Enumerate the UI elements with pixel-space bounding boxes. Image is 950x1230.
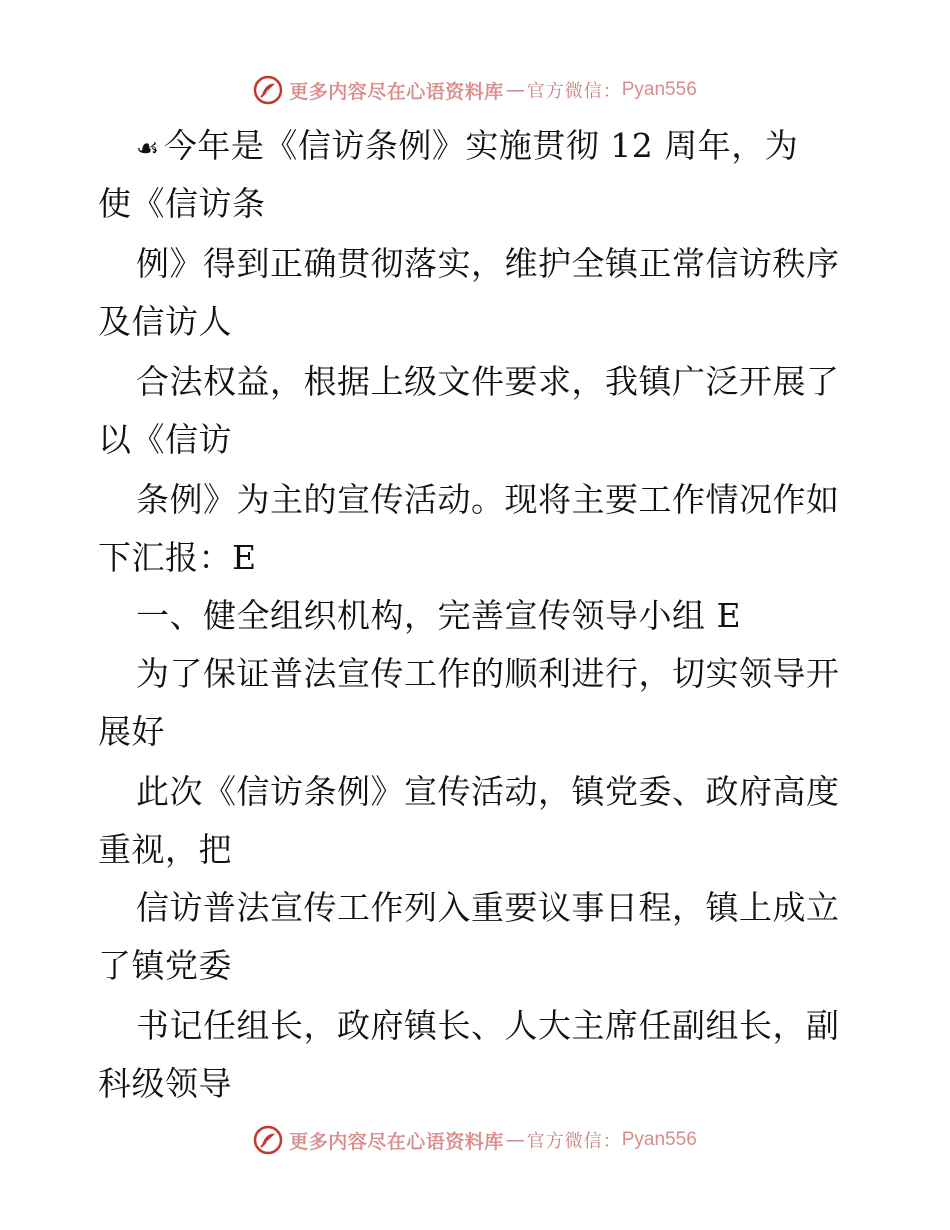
body-line: 使《信访条 [98,184,266,223]
header-banner [0,70,950,110]
body-line: 以《信访 [98,420,232,459]
section-heading: 一、健全组织机构，完善宣传领导小组 E [136,596,742,635]
logo-icon [253,75,283,105]
body-line: ☙ 今年是《信访条例》实施贯彻 12 周年，为 [136,126,798,166]
banner-separator: — [505,79,525,101]
body-line: 为了保证普法宣传工作的顺利进行，切实领导开 [136,654,840,693]
banner-main-text: 更多内容尽在心语资料库 [289,1130,504,1153]
body-line: 科级领导 [98,1064,232,1103]
banner-wechat-id: Pyan556 [621,1129,697,1150]
body-line: 展好 [98,712,165,751]
body-line: 条例》为主的宣传活动。现将主要工作情况作如 [136,480,840,519]
body-line: 此次《信访条例》宣传活动，镇党委、政府高度 [136,772,840,811]
body-line: 书记任组长，政府镇长、人大主席任副组长，副 [136,1006,840,1045]
banner-wechat-id: Pyan556 [621,79,697,100]
flourish-icon: ☙ [136,134,160,164]
body-line: 信访普法宣传工作列入重要议事日程，镇上成立 [136,888,840,927]
body-line: 例》得到正确贯彻落实，维护全镇正常信访秩序 [136,244,840,283]
logo-icon [253,1125,283,1155]
banner-wechat-label: 官方微信： [526,1131,622,1152]
body-line: 下汇报：E [98,538,257,577]
banner-separator: — [505,1129,525,1151]
banner-main-text: 更多内容尽在心语资料库 [289,80,504,103]
body-line: 及信访人 [98,302,232,341]
body-line: 合法权益，根据上级文件要求，我镇广泛开展了 [136,362,840,401]
body-line: 了镇党委 [98,946,232,985]
body-line: 重视，把 [98,830,232,869]
banner-wechat-label: 官方微信： [526,81,622,102]
footer-banner [0,1120,950,1160]
